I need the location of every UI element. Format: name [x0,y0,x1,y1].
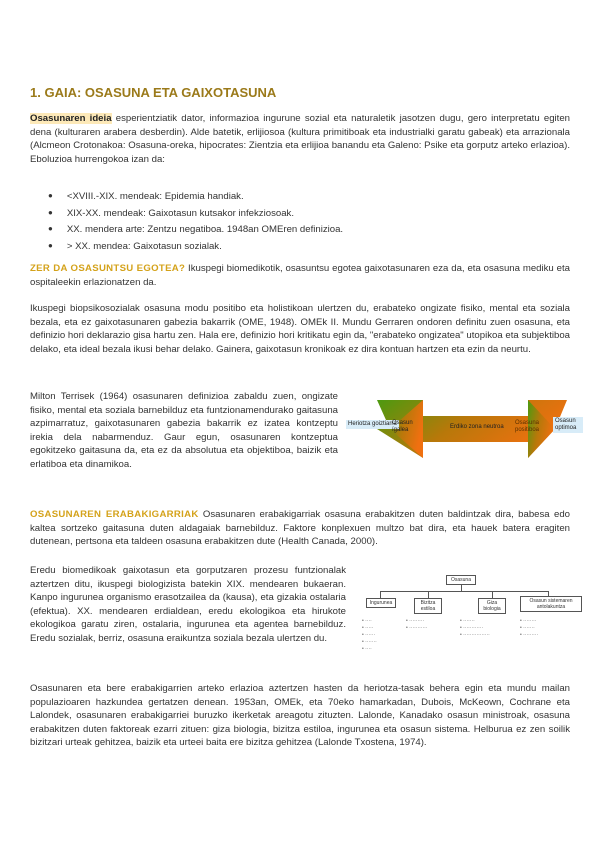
node-environment: Ingurunea [366,598,396,608]
root-node: Osasuna [446,575,476,585]
models-paragraph: Eredu biomedikoak gaixotasun eta gorputzaren prozesu funtzionalak aztertzen ditu, ikuspegi biologizista batekin XIX. mendearen bukaeran. Kanpo ingurunea organismo erasotzailea da (kausa), eta gizakia ostalaria (efektua). XX. mendearen erdialdean, eredu ekologikoa eta hirukote ekologikoa garatu ziren, ostalaria, ingurunea eta agentea barnebilduz. Eredu sozialak, berriz, osasuna eraikuntza soziala bezala ulertzen du. [30,565,346,644]
list-item: ● <XVIII.-XIX. mendeak: Epidemia handiak. [48,189,343,206]
intro-paragraph: Osasunaren ideia esperientziatik dator, informazioa ingurune sozial eta naturaletik jasotzen dugu, gero interpretatu egiten dena (kulturaren arabera desberdin). Alde batetik, erlijiosoa (kultura primitiboak eta industrialki garatu gabeak) eta arrazionala (Alcmeon Crotonakoa: Osasuna-oreka, hipocrates: Zientzia eta erlijioa banandu eta Galeno: Psike eta gorputz arteko erlazioa). Eboluzioa hurrengokoa izan da: [30,113,571,165]
node-items: • ···· • ····· • ······ • ······· • ···· [362,618,377,652]
neutral-zone-label: Erdiko zona neutroa [450,424,504,430]
biopsychosocial-paragraph: Ikuspegi biopsikosozialak osasuna modu positibo eta holistikoan ulertzen du, erabateko ongizate fisiko, mental eta soziala bezala, eta ez gaixotasunaren gabezia bakarrik (OME, 1948). OMEk II. Mundu Gerraren ondoren definitu zuen osasuna, eta definizio hori deklarazio gisa hartu zen. Hala ere, definizio hori kritikatu egin da, "erabateko ongizatea" utopikoa eta subjektiboa delako, eta ideal bezala ikusi behar delako. Gainera, gaixotasun kronikoak ez dira kontuan hartzen eta ezin da neurtu. [30,303,570,355]
negative-health-label: Osasun ígalea [392,420,413,433]
terris-paragraph: Milton Terrisek (1964) osasunaren definizioa zabaldu zuen, ongizate fisiko, mental eta soziala barnebilduz eta funtzionamendurako gaitasuna azpimarratuz, gaixotasunaren gabezia bakarrik ez izatea kontzeptu irekia dela nabarmenduz. Gaur egun, osasunaren kontzeptua egokitzeko gaitasuna da, eta ez da absolutua eta objektiboa, baizik eta erlatiboa eta dinamikoa. [30,391,338,470]
premature-death-label: Heriotza goiztiarra [348,421,397,427]
node-lifestyle: Bizitza estiloa [414,598,442,614]
highlighted-term: Osasunaren ideia [30,113,112,124]
healthy-paragraph: ZER DA OSASUNTSU EGOTEA? Ikuspegi biomedikotik, osasuntsu egotea gaixotasunaren eza da, eta osasuna mediku eta ospitaleekin erlazionatzen da. [30,263,570,288]
list-item: ● > XX. mendea: Gaixotasun sozialak. [48,239,343,256]
node-health-system: Osasun sistemaren antolakuntza [520,596,582,612]
determinants-diagram [360,568,585,652]
section-heading: ZER DA OSASUNTSU EGOTEA? [30,263,186,274]
lalonde-paragraph: Osasunaren eta bere erabakigarrien arteko erlazioa aztertzen hasten da heriotza-tasak behera egin eta mundu mailan populazioaren hazkundea gertatzen denean. 1953an, OMEk, eta 70eko hamarkadan, Dubois, McKeown, Cochrane eta Lalondek, osasunaren erabakigarriei buruzko ikerketak areagotu zituzten. Lalonde, Kanadako osasun ministroak, osasuna erabakitzen duten faktoreak ezarri zituen: giza biologia, bizitza estiloa, ingurunea eta osasun sistema. Helburua ez zen soilik bizitzari urteak gehitzea, baizik eta urteei baita ere bizitza gehitzea (Lalonde Txostena, 1974). [30,683,570,749]
evolution-list [48,189,343,255]
page-title: 1. GAIA: OSASUNA ETA GAIXOTASUNA [30,85,277,100]
node-items: • ······· • ············ • ················ [460,618,490,638]
optimal-health-label: Osasun optimoa [553,417,583,433]
node-items: • ········· • ··········· [406,618,428,631]
node-items: • ········ • ······· • ········· [520,618,539,638]
list-item: ● XX. mendera arte: Zentzu negatiboa. 1948an OMEren definizioa. [48,222,343,239]
section-heading: OSASUNAREN ERABAKIGARRIAK [30,509,199,520]
determinants-paragraph: OSASUNAREN ERABAKIGARRIAK Osasunaren erabakigarriak osasuna erabakitzen duten baldintzak dira, babesa edo kaltea sortzeko gaitasuna duten aldagaiak barnebilduz. Faktore konplexuen multzo bat dira, eta hauek batera eragiten dutenean, pertsona eta taldeen osasuna erabakitzen dute (Health Canada, 2000). [30,509,570,548]
list-item: ● XIX-XX. mendeak: Gaixotasun kutsakor infekziosoak. [48,206,343,223]
positive-health-label: Osasuna positiboa [515,420,540,433]
node-biology: Giza biologia [478,598,506,614]
